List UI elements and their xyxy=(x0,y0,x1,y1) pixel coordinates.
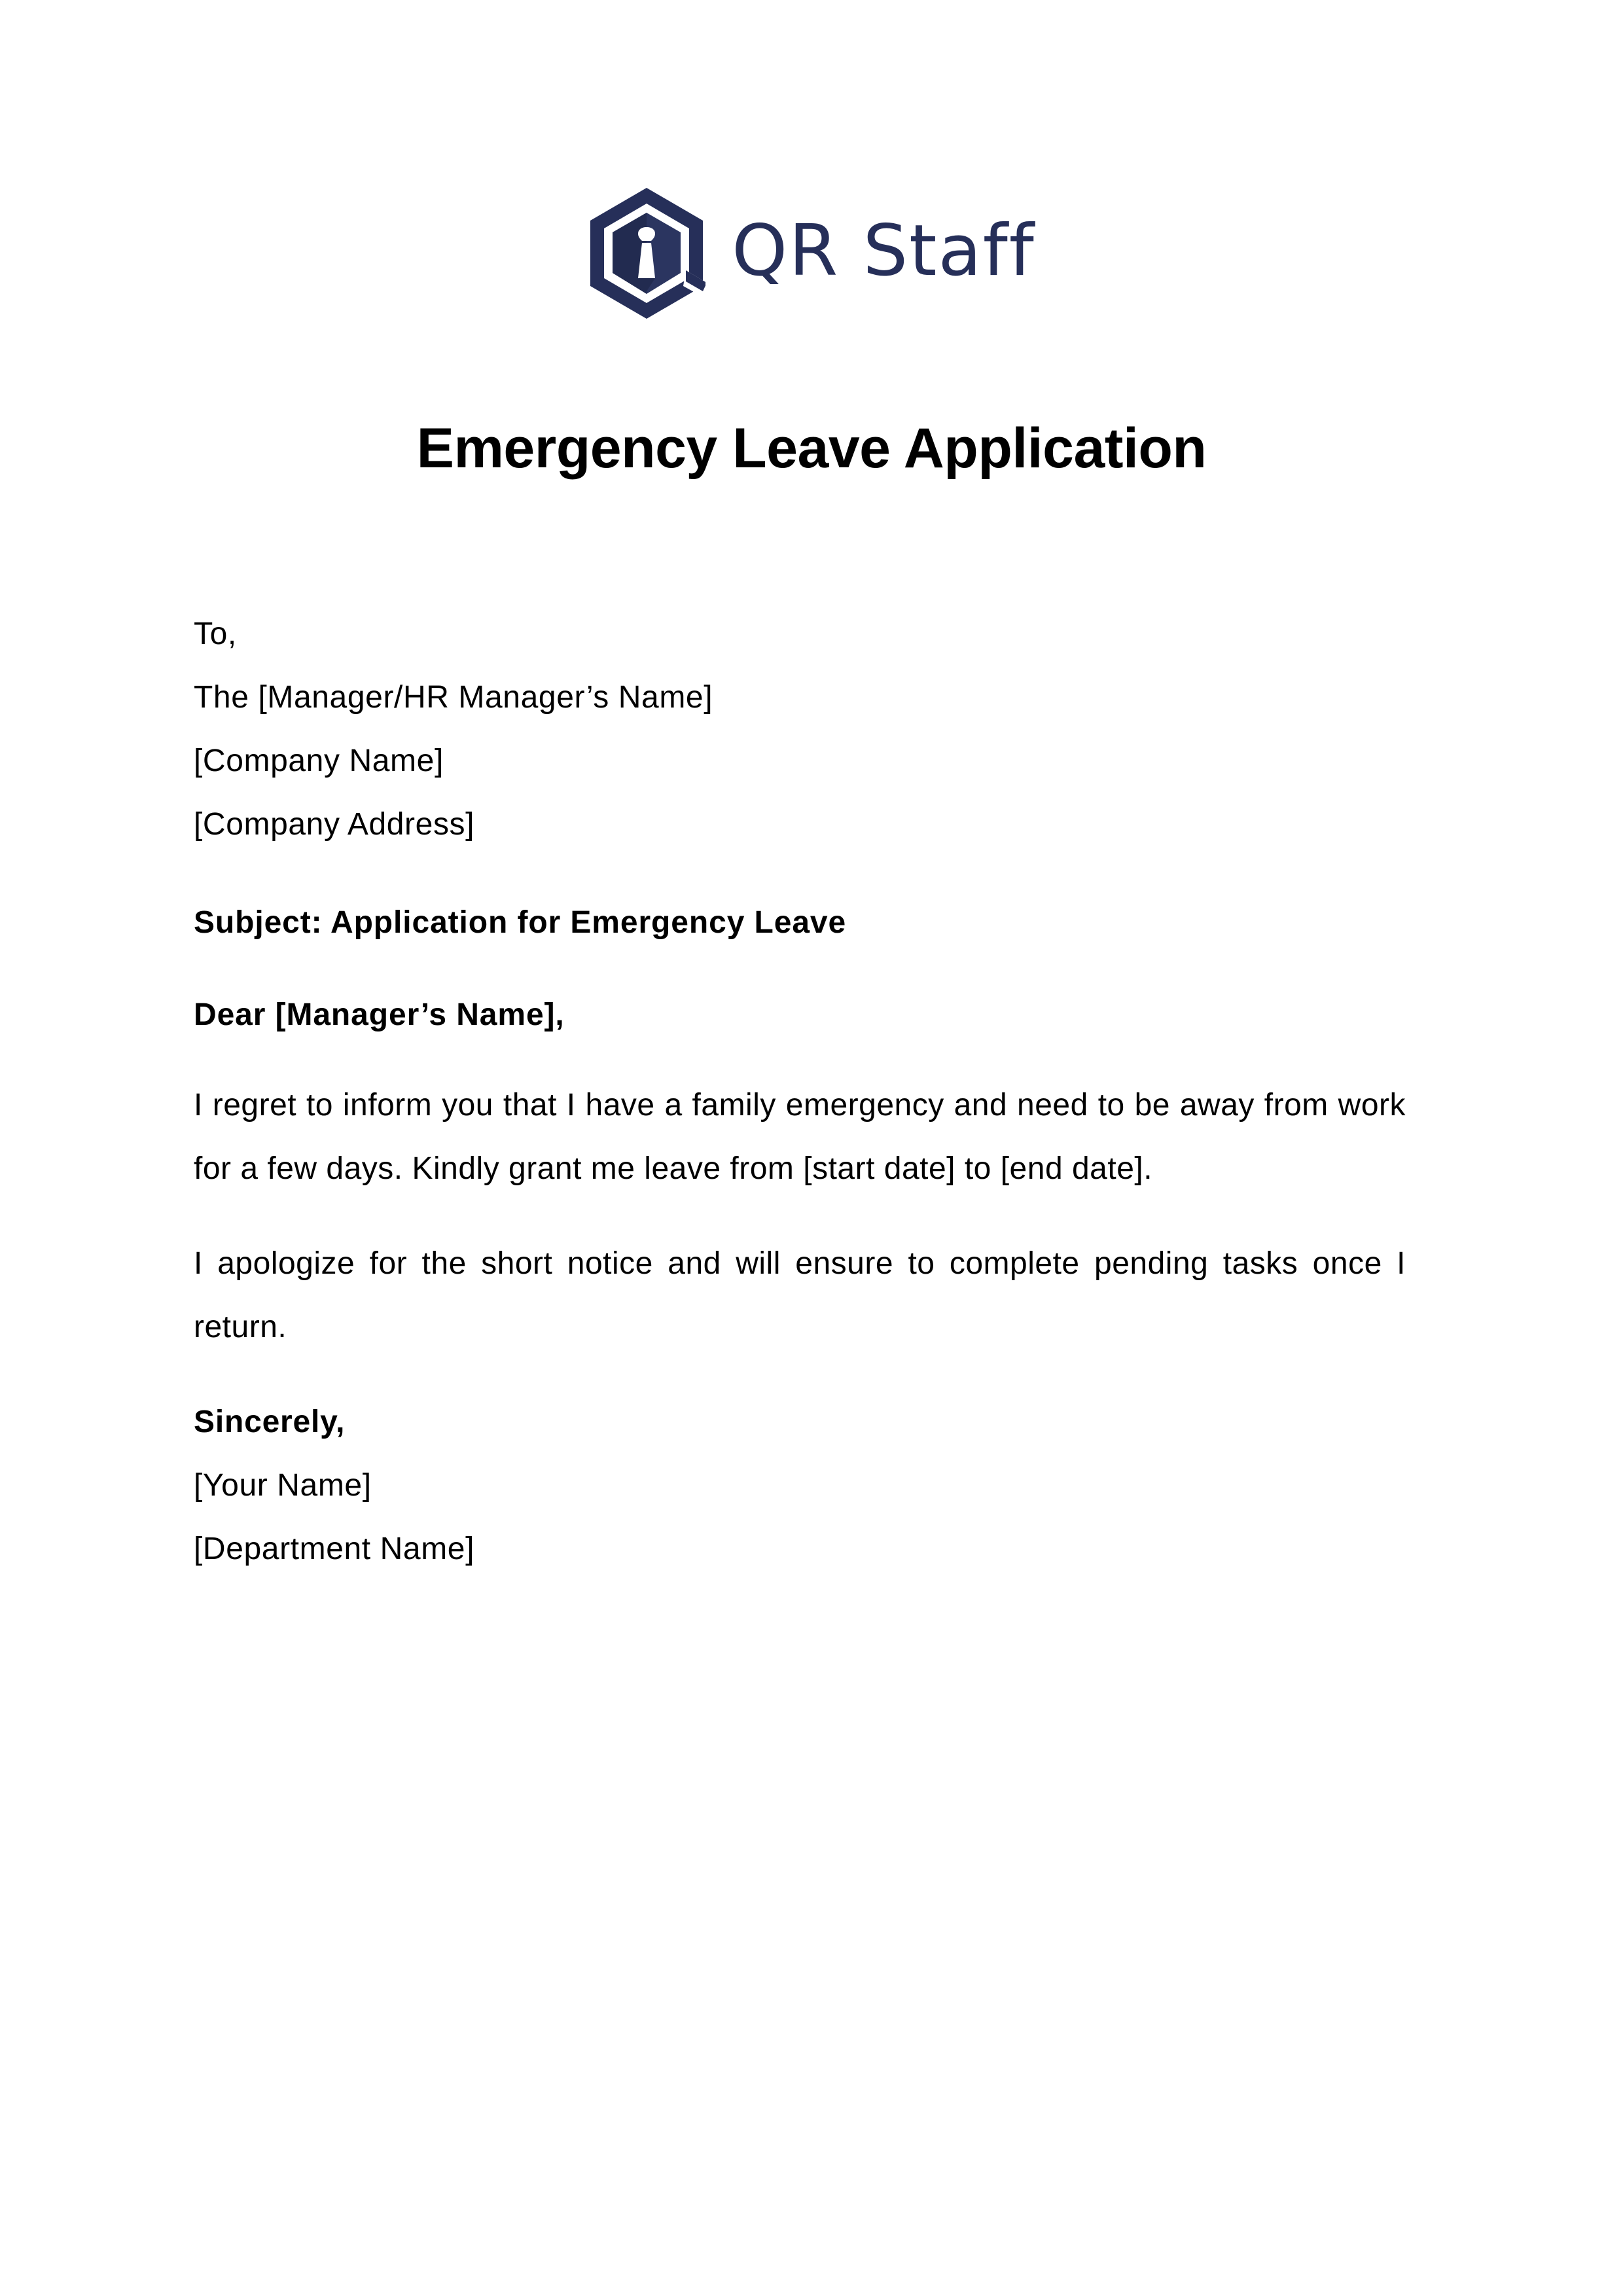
address-line: The [Manager/HR Manager’s Name] xyxy=(194,680,713,715)
letter-body xyxy=(194,602,1406,1581)
brand-wordmark: QR Staff xyxy=(732,209,1035,292)
letterhead xyxy=(0,187,1623,321)
salutation: Dear [Manager’s Name], xyxy=(194,997,565,1032)
subject-line: Subject: Application for Emergency Leave xyxy=(194,905,847,940)
address-line: [Company Name] xyxy=(194,744,444,778)
page-title: Emergency Leave Application xyxy=(416,416,1207,480)
closing-salutation: Sincerely, xyxy=(194,1405,346,1439)
address-line: [Company Address] xyxy=(194,807,475,842)
body-paragraph: I regret to inform you that I have a family emergency and need to be away from work for a few days. Kindly grant me leave from [start date] to [end date]. xyxy=(194,1088,1406,1186)
signature-line: [Your Name] xyxy=(194,1468,372,1503)
signature-block xyxy=(194,1454,1406,1581)
body-paragraph: I apologize for the short notice and will ensure to complete pending tasks once I return. xyxy=(194,1246,1406,1344)
recipient-address-block xyxy=(194,602,1406,856)
hexagon-necktie-icon xyxy=(588,187,705,321)
address-line: To, xyxy=(194,617,237,651)
signature-line: [Department Name] xyxy=(194,1532,475,1566)
